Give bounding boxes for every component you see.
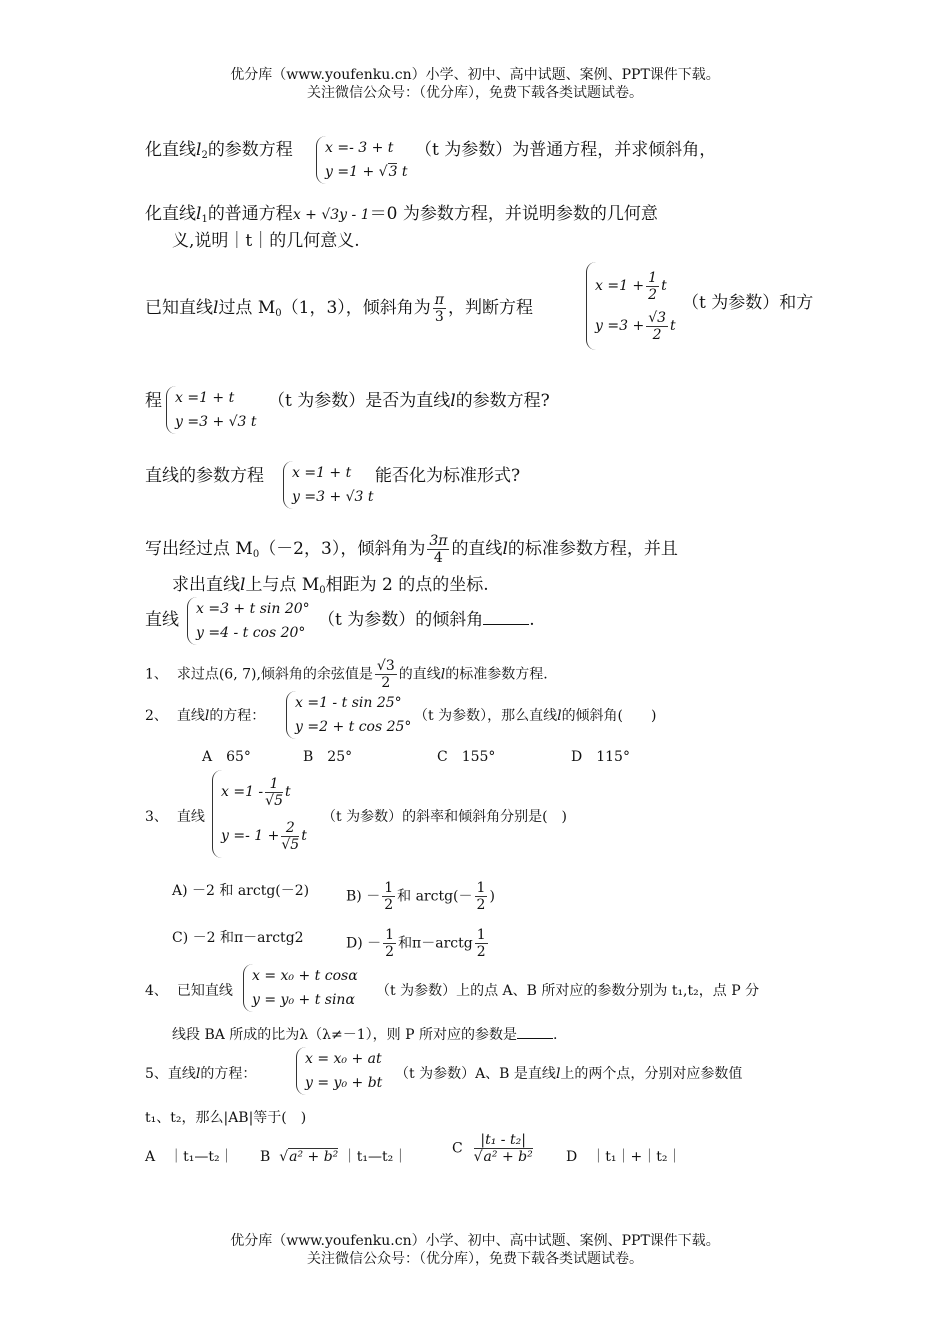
- problem-6-tail: [318, 609, 535, 631]
- subscript: 1: [201, 214, 208, 225]
- line-symbol: l: [240, 575, 246, 595]
- fraction-half: [475, 927, 488, 960]
- question-number: 5、: [145, 1066, 168, 1082]
- equation-system-q2: [286, 691, 411, 739]
- line-symbol: l: [440, 666, 446, 683]
- text: 已知直线: [145, 298, 213, 318]
- equation-row: x =1 + t: [292, 465, 352, 481]
- answer-blank: [517, 1038, 553, 1039]
- equation-row: x = x₀ + at: [305, 1051, 382, 1067]
- fraction-sqrt3-2: [375, 658, 397, 691]
- numerator: 1: [476, 927, 486, 943]
- question-3-option-b: [346, 880, 495, 913]
- text: ，判断方程: [447, 298, 533, 318]
- numerator: √3: [376, 658, 395, 674]
- text: 的倾斜角( ): [561, 708, 657, 724]
- question-5-option-c: [452, 1132, 535, 1165]
- footer-line-1: 优分库（www.youfenku.cn）小学、初中、高中试题、案例、PPT课件下载。: [230, 1233, 720, 1249]
- text: 的标准参数方程.: [445, 666, 548, 683]
- question-number: 2、: [145, 708, 168, 724]
- denominator: 2: [381, 675, 391, 691]
- header-line-2: 关注微信公众号：（优分库），免费下载各类试题试卷。: [307, 85, 643, 101]
- question-5-lead: [145, 1063, 256, 1085]
- fraction-3pi-4: [427, 533, 449, 566]
- line-symbol: l: [196, 204, 202, 224]
- text: 和 arctg(－: [397, 888, 473, 905]
- numerator: √3: [648, 309, 667, 326]
- numerator: π: [434, 292, 444, 308]
- question-1: [145, 658, 548, 691]
- equation-part: t: [661, 278, 667, 294]
- text: C: [452, 1140, 463, 1157]
- denominator: 2: [385, 944, 395, 960]
- question-5-option-d: D ｜t₁｜+｜t₂｜: [566, 1149, 682, 1165]
- equation-row: x =3 + t sin 20°: [196, 601, 310, 617]
- line-symbol: l: [555, 1066, 561, 1082]
- equation-system-q3: [212, 770, 307, 858]
- numerator: |t₁ - t₂|: [474, 1132, 533, 1149]
- equation-part: y =- 1 +: [221, 828, 280, 844]
- text: 的标准参数方程，并且: [507, 539, 678, 559]
- denominator: √a² + b²: [473, 1149, 533, 1165]
- equation-row: [221, 770, 307, 814]
- fraction: [646, 310, 668, 343]
- line-symbol: l: [557, 708, 562, 724]
- question-3-option-d: [346, 927, 490, 960]
- problem-3-line-1: [145, 292, 533, 325]
- text: B) －: [346, 888, 381, 905]
- numerator: 1: [385, 927, 395, 943]
- question-2-option-b: B 25°: [303, 749, 353, 765]
- numerator: 2: [281, 820, 299, 837]
- text: （1，3），倾斜角为: [281, 298, 431, 318]
- equation-part: y =1 + √: [325, 164, 388, 180]
- question-3-lead: [145, 806, 205, 828]
- numerator: 1: [265, 776, 283, 793]
- question-2-option-d: D 115°: [571, 749, 630, 765]
- equation-part: t: [397, 164, 408, 180]
- question-2-option-c: C 155°: [437, 749, 496, 765]
- fraction: [474, 1132, 533, 1165]
- equation-row: [325, 160, 408, 184]
- problem-3-line-2-lead: 程: [145, 391, 162, 411]
- equation-row: y = y₀ + bt: [305, 1075, 383, 1091]
- equation-row: y =3 + √3 t: [175, 414, 257, 430]
- denominator: 2: [476, 944, 486, 960]
- denominator: 2: [648, 286, 658, 303]
- problem-3-tail: （t 为参数）和方: [682, 293, 814, 313]
- text: 化直线: [145, 140, 196, 160]
- question-5-tail: [395, 1063, 742, 1085]
- equation-part: x =1 -: [221, 784, 264, 800]
- text: B: [260, 1149, 271, 1165]
- text: （t 为参数）的倾斜角: [318, 610, 484, 630]
- fraction-half: [383, 927, 396, 960]
- text: 求出直线: [172, 575, 240, 595]
- equation-row: y =3 + √3 t: [292, 489, 374, 505]
- denominator: 3: [434, 309, 444, 325]
- denominator: 2: [476, 897, 486, 913]
- numerator: 1: [648, 269, 658, 286]
- denominator: √5: [265, 792, 283, 809]
- question-2-tail: [414, 705, 657, 727]
- problem-1-tail: （t 为参数）为普通方程，并求倾斜角，: [415, 140, 717, 160]
- question-number: 1、: [145, 666, 168, 683]
- header-line-1: 优分库（www.youfenku.cn）小学、初中、高中试题、案例、PPT课件下载。: [230, 67, 720, 83]
- question-3-tail: （t 为参数）的斜率和倾斜角分别是( ): [322, 809, 567, 825]
- text: 写出经过点 M: [145, 539, 253, 559]
- question-2-lead: [145, 705, 265, 727]
- denominator: 2: [652, 326, 662, 343]
- fraction-half: [475, 880, 488, 913]
- text: 相距为 2 的点的坐标.: [325, 575, 489, 595]
- text: 直线: [176, 809, 205, 825]
- question-5-line-2: t₁、t₂，那么|AB|等于( ): [145, 1110, 307, 1126]
- numerator: 1: [476, 880, 486, 896]
- text: 和π－arctg: [398, 935, 473, 952]
- line-symbol: l: [450, 391, 456, 411]
- equation-row: y =2 + t cos 25°: [295, 719, 412, 735]
- text: 的方程：: [209, 708, 266, 724]
- text: 上与点 M: [245, 575, 320, 595]
- text: ＝0 为参数方程，并说明参数的几何意: [369, 204, 658, 224]
- text: 直线: [176, 708, 205, 724]
- fraction: [265, 776, 283, 809]
- text: 已知直线: [176, 983, 233, 999]
- text: （t 为参数）是否为直线: [268, 391, 451, 411]
- text: 的参数方程: [207, 140, 293, 160]
- text: 求过点(6, 7),倾斜角的余弦值是: [176, 666, 373, 683]
- equation-row: y =4 - t cos 20°: [196, 625, 306, 641]
- question-4-line-2: [172, 1024, 557, 1046]
- subscript: 0: [252, 549, 260, 560]
- question-3-option-c: C) －2 和π－arctg2: [172, 930, 304, 946]
- numerator: 1: [384, 880, 394, 896]
- problem-4-tail: 能否化为标准形式?: [375, 466, 521, 486]
- equation-row: [595, 306, 676, 346]
- equation-system-p4: [283, 461, 374, 509]
- equation-part: t: [670, 318, 676, 334]
- text: 过点 M: [218, 298, 276, 318]
- line-symbol: l: [204, 708, 210, 724]
- problem-2-line-2: 义,说明｜t｜的几何意义.: [172, 231, 360, 251]
- problem-1-line: [145, 139, 293, 167]
- equation-row: [221, 814, 307, 858]
- text: 直线: [167, 1066, 196, 1082]
- question-3-option-a: A) －2 和 arctg(－2): [172, 883, 310, 899]
- equation-part: x =1 +: [595, 278, 645, 294]
- sqrt-radicand: a² + b²: [289, 1149, 339, 1165]
- fraction: [646, 270, 659, 303]
- text: 的参数方程?: [455, 391, 550, 411]
- problem-3-line-2-tail: [268, 390, 550, 412]
- fraction-pi-3: [433, 292, 446, 325]
- text: D) －: [346, 935, 382, 952]
- problem-6-lead: 直线: [145, 610, 179, 630]
- equation-row: x =1 - t sin 25°: [295, 695, 402, 711]
- text: 化直线: [145, 204, 196, 224]
- denominator: 2: [384, 897, 394, 913]
- equation-system-p3b: [166, 386, 257, 434]
- question-4-tail: （t 为参数）上的点 A、B 所对应的参数分别为 t₁,t₂，点 P 分: [376, 983, 760, 999]
- equation-row: y = y₀ + t sinα: [252, 992, 355, 1008]
- question-number: 4、: [145, 983, 168, 999]
- numerator: 3π: [429, 533, 448, 549]
- equation-system-p6: [187, 597, 310, 645]
- denominator: 4: [433, 550, 443, 566]
- fraction-half: [382, 880, 395, 913]
- line-symbol: l: [502, 539, 508, 559]
- question-2-option-a: A 65°: [202, 749, 251, 765]
- equation-part: t: [285, 784, 291, 800]
- equation-part: t: [301, 828, 307, 844]
- equation-row: x =1 + t: [175, 390, 235, 406]
- equation-row: x =- 3 + t: [325, 140, 394, 156]
- equation-part: y =3 +: [595, 318, 645, 334]
- text: （t 为参数）A、B 是直线: [395, 1066, 556, 1082]
- equation-row: x = x₀ + t cosα: [252, 968, 358, 984]
- text: （t 为参数），那么直线: [414, 708, 558, 724]
- line-symbol: l: [213, 298, 219, 318]
- equation-system-q4: [243, 964, 358, 1012]
- footer-line-2: 关注微信公众号：（优分库），免费下载各类试题试卷。: [307, 1251, 643, 1267]
- problem-5-line-1: [145, 533, 678, 566]
- equation-system-p3: [586, 262, 676, 350]
- text: （－2，3），倾斜角为: [259, 539, 426, 559]
- text: 线段 BA 所成的比为λ（λ≠－1），则 P 所对应的参数是: [172, 1027, 518, 1043]
- text: 的普通方程: [207, 204, 293, 224]
- text: .: [529, 610, 535, 630]
- subscript: 0: [319, 585, 326, 596]
- problem-2-line-1: [145, 203, 658, 231]
- sqrt-radicand: 3: [388, 164, 398, 180]
- sqrt-radicand: a² + b²: [483, 1149, 533, 1165]
- text: 上的两个点，分别对应参数值: [560, 1066, 743, 1082]
- text: .: [553, 1027, 558, 1043]
- problem-4-line: 直线的参数方程: [145, 466, 264, 486]
- line-symbol: l: [196, 140, 202, 160]
- equation-row: [595, 266, 676, 306]
- equation: x + √3y - 1: [292, 207, 370, 223]
- text: 的方程：: [200, 1066, 257, 1082]
- equation-system-q5: [296, 1047, 382, 1095]
- text: 的直线: [451, 539, 503, 559]
- text: ): [489, 888, 495, 905]
- text: ｜t₁—t₂｜: [342, 1149, 408, 1165]
- subscript: 0: [275, 308, 282, 319]
- question-number: 3、: [145, 809, 168, 825]
- answer-blank: [483, 624, 529, 625]
- fraction: [281, 820, 299, 853]
- question-4-lead: [145, 980, 233, 1002]
- subscript: 2: [201, 150, 208, 161]
- question-5-option-b: B √a² + b² ｜t₁—t₂｜: [260, 1149, 408, 1165]
- denominator: √5: [281, 836, 300, 853]
- text: 的直线: [398, 666, 441, 683]
- equation-system-p1: [316, 136, 408, 184]
- question-5-option-a: A ｜t₁—t₂｜: [145, 1149, 234, 1165]
- line-symbol: l: [195, 1066, 201, 1082]
